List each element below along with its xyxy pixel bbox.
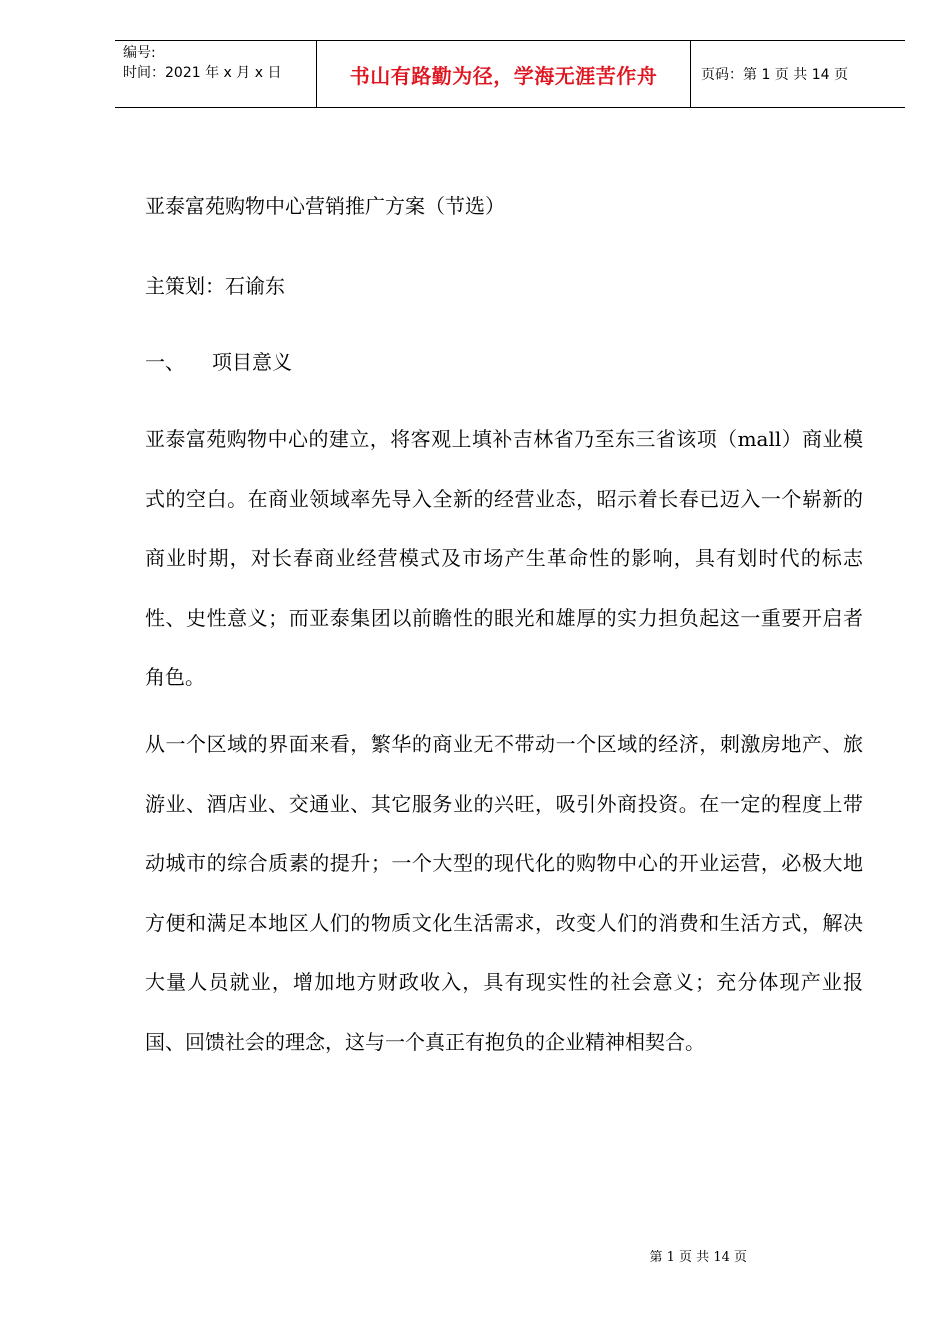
header-meta-cell	[115, 41, 317, 107]
section-heading	[145, 346, 292, 375]
planner-line: 主策划：石谕东	[145, 274, 285, 298]
paragraph: 从一个区域的界面来看，繁华的商业无不带动一个区域的经济，刺激房地产、旅游业、酒店业、交通业、其它服务业的兴旺，吸引外商投资。在一定的程度上带动城市的综合质素的提升；一个大型的现代化的购物中心的开业运营，必极大地方便和满足本地区人们的物质文化生活需求，改变人们的消费和生活方式，解决大量人员就业，增加地方财政收入，具有现实性的社会意义；充分体现产业报国、回馈社会的理念，这与一个真正有抱负的企业精神相契合。	[145, 732, 863, 1054]
page-footer	[0, 1246, 950, 1265]
number-label: 编号:	[123, 45, 156, 61]
date-label: 时间：2021 年 x 月 x 日	[123, 65, 282, 81]
paragraph: 亚泰富苑购物中心的建立，将客观上填补吉林省乃至东三省该项（mall）商业模式的空白。在商业领域率先导入全新的经营业态，昭示着长春已迈入一个崭新的商业时期，对长春商业经营模式及市场产生革命性的影响，具有划时代的标志性、史性意义；而亚泰集团以前瞻性的眼光和雄厚的实力担负起这一重要开启者角色。	[145, 427, 863, 689]
header-motto-cell	[317, 41, 691, 107]
page-info: 页码：第 1 页 共 14 页	[701, 67, 848, 83]
header-page-cell	[691, 41, 905, 107]
page-header	[115, 40, 905, 108]
motto-text: 书山有路勤为径，学海无涯苦作舟	[349, 63, 658, 88]
document-title: 亚泰富苑购物中心营销推广方案（节选）	[145, 194, 505, 218]
section-title: 项目意义	[212, 350, 292, 374]
section-number: 一、	[145, 350, 185, 374]
footer-page-label: 第 1 页 共 14 页	[649, 1250, 747, 1265]
